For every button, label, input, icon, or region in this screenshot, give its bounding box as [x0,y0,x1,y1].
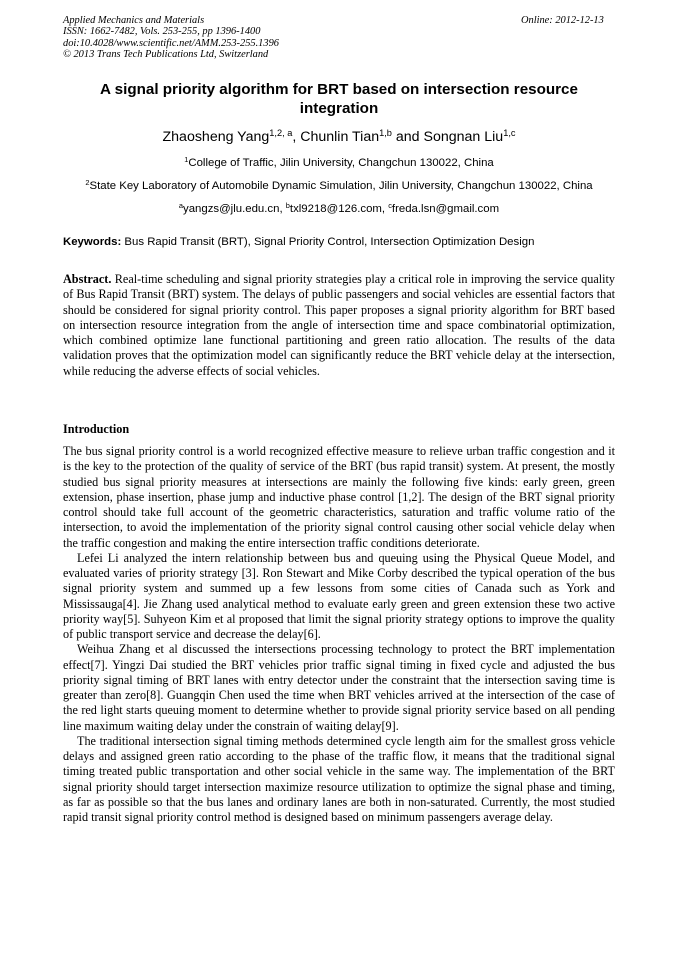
affiliation-superscript: 2 [85,177,90,187]
email-address: freda.lsn@gmail.com [391,203,500,215]
author-name: Songnan Liu [423,129,504,145]
email-superscript: b [285,200,290,210]
journal-name: Applied Mechanics and Materials [63,15,205,26]
keywords-line [63,235,534,249]
affiliation-superscript: 1 [184,154,189,164]
affiliation-text: State Key Laboratory of Automobile Dynamic Simulation, Jilin University, Changchun 130022, China [89,180,593,192]
email-superscript: a [178,200,184,210]
paper-title: A signal priority algorithm for BRT based on intersection resource integration [100,81,578,117]
author-superscript: 1,c [503,127,516,138]
author-superscript: 1,b [379,127,392,138]
intro-paragraph-1: The bus signal priority control is a world recognized effective measure to relieve urban traffic congestion and it is the key to the protection of the quality of service of the BRT (bus rapid transit) system. At present, the mostly studied bus signal priority measures at intersections are mainly the following five kinds: early green, green extension, phase insertion, phase jump and inductive phase control [1,2]. The design of the BRT signal priority control should take full account of the geometric characteristics, saturation and traffic volume ratio of the intersection, to avoid the implementation of the priority signal control causing other social vehicle delay when the traffic congestion and making the entire intersection traffic conditions deteriorate. [63,444,615,550]
intro-paragraph-2: Lefei Li analyzed the intern relationship between bus and queuing using the Physical Queue Model, and evaluated varies of priority strategy [3]. Ron Stewart and Mike Corby described the typical operation of the bus signal priority system and summed up a few lessons from some cities of Canada such as York and Mississauga[4]. Jie Zhang used analytical method to evaluate early green and green extension these two active priority way[5]. Suhyeon Kim et al proposed that limit the signal priority strategy options to improve the quality of public transport service and decrease the delay[6]. [63,550,615,641]
affiliation-1 [50,156,628,171]
issn-line: ISSN: 1662-7482, Vols. 253-255, pp 1396-1400 [63,26,261,38]
introduction-section [63,444,615,825]
abstract-text: Real-time scheduling and signal priority strategies play a critical role in improving the service quality of Bus Rapid Transit (BRT) system. The delays of public passengers and social vehicles are essential factors that should be considered for signal priority control. This paper proposes a signal priority algorithm for BRT based on intersection resource integration from the angle of intersection time and space combinatorial optimization, which combined optimize lane functional partitioning and green ratio allocation. The results of the data validation proves that the optimization model can significantly reduce the BRT vehicle delay at the intersection, while reducing the adverse effects of social vehicles. [63,272,615,378]
author-separator: and [391,129,424,145]
email-superscript: c [388,200,392,210]
author-name: Zhaosheng Yang [162,129,270,145]
keywords-text: Bus Rapid Transit (BRT), Signal Priority Control, Intersection Optimization Design [121,236,535,248]
author-list [63,128,615,147]
author-name: Chunlin Tian [300,129,380,145]
affiliation-2 [50,179,628,194]
intro-paragraph-3: Weihua Zhang et al discussed the intersections processing technology to protect the BRT implementation effect[7]. Yingzi Dai studied the BRT vehicles prior traffic signal timing in fixed cycle and adjusted the bus priority signal timing of BRT lanes with entry detector under the constraint that the intersection saving time is greater than zero[8]. Guangqin Chen used the time when BRT vehicles arrived at the intersection of the case of the red light starts queuing moment to determine whether to provide signal priority service based on all pending line maximum waiting delay under the constrain of waiting delay[9]. [63,642,615,733]
online-date: Online: 2012-12-13 [521,15,604,26]
copyright-line: © 2013 Trans Tech Publications Ltd, Switzerland [63,49,269,61]
email-address: yangzs@jlu.edu.cn, [183,203,286,215]
email-address: txl9218@126.com, [289,203,389,215]
doi-line: doi:10.4028/www.scientific.net/AMM.253-255.1396 [63,37,279,49]
abstract [63,272,615,379]
journal-header [63,15,279,61]
author-separator: , [292,129,301,145]
abstract-label: Abstract. [63,272,112,286]
introduction-heading: Introduction [63,422,130,436]
email-line [50,202,628,217]
intro-paragraph-4: The traditional intersection signal timing methods determined cycle length aim for the smallest gross vehicle delays and assigned green ratio according to the phase of the traffic flow, it means that the traditional signal timing treated public transportation and other social vehicle in the same way. The implementation of the BRT signal priority should target intersection maximize resource utilization to optimize the signal phase and timing, as far as possible so that the bus lanes and ordinary lanes are both in non-saturated. Currently, the most studied rapid transit signal priority control method is designed based on minimum passengers average delay. [63,733,615,824]
affiliation-text: College of Traffic, Jilin University, Changchun 130022, China [188,157,494,169]
keywords-label: Keywords: [63,236,122,248]
author-superscript: 1,2, a [269,127,293,138]
